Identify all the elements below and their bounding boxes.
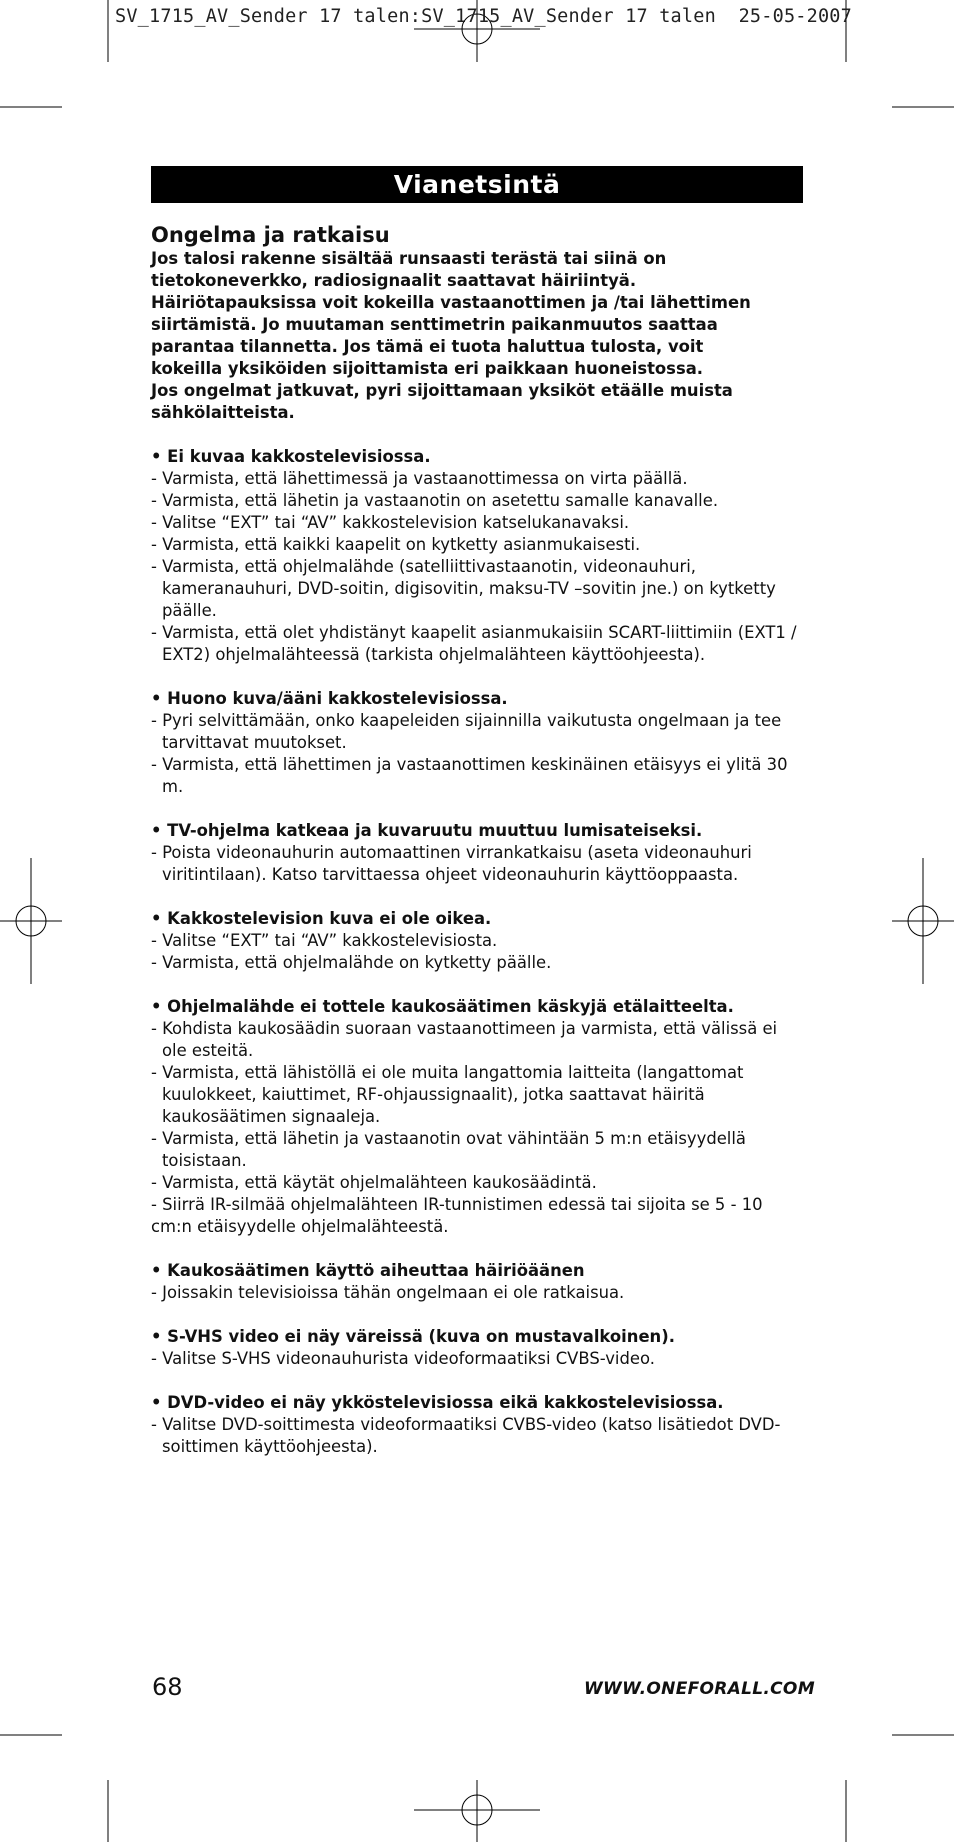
problem-title: • TV-ohjelma katkeaa ja kuvaruutu muuttuu lumisateiseksi. <box>151 821 703 840</box>
section-heading: Ongelma ja ratkaisu <box>151 223 390 247</box>
problem-section <box>151 1260 801 1304</box>
solution-item: - Valitse S-VHS videonauhurista videoformaatiksi CVBS-video. <box>151 1349 655 1368</box>
problem-section <box>151 688 801 798</box>
solution-item: - Varmista, että olet yhdistänyt kaapelit asianmukaisiin SCART-liittimiin (EXT1 / EXT2) ohjelmalähteessä (tarkista ohjelmalähteen käyttöohjeesta). <box>151 623 797 664</box>
intro-line: Häiriötapauksissa voit kokeilla vastaanottimen ja /tai lähettimen <box>151 293 751 312</box>
problem-section <box>151 820 801 886</box>
solution-item: - Kohdista kaukosäädin suoraan vastaanottimeen ja varmista, että välissä ei ole esteitä. <box>151 1019 778 1060</box>
solution-item: - Valitse “EXT” tai “AV” kakkostelevision katselukanavaksi. <box>151 513 630 532</box>
intro-line: tietokoneverkko, radiosignaalit saattavat häiriintyä. <box>151 271 637 290</box>
problem-title: • Ei kuvaa kakkostelevisiossa. <box>151 447 431 466</box>
print-slug: SV_1715_AV_Sender 17 talen:SV_1715_AV_Sender 17 talen 25-05-2007 <box>115 6 852 27</box>
page-number: 68 <box>152 1673 183 1701</box>
problem-section <box>151 446 801 666</box>
solution-item: - Siirrä IR-silmää ohjelmalähteen IR-tunnistimen edessä tai sijoita se 5 - 10 cm:n etäisyydelle ohjelmalähteestä. <box>151 1195 763 1236</box>
problem-title: • DVD-video ei näy ykköstelevisiossa eikä kakkostelevisiossa. <box>151 1393 724 1412</box>
intro-paragraph <box>151 248 801 424</box>
problem-section <box>151 908 801 974</box>
problem-title: • Kaukosäätimen käyttö aiheuttaa häiriöäänen <box>151 1261 585 1280</box>
intro-line: sähkölaitteista. <box>151 403 295 422</box>
solution-item: - Varmista, että ohjelmalähde on kytketty päälle. <box>151 953 552 972</box>
intro-line: Jos talosi rakenne sisältää runsaasti terästä tai siinä on <box>151 249 667 268</box>
solution-item: - Varmista, että lähistöllä ei ole muita langattomia laitteita (langattomat kuulokkeet, kaiuttimet, RF-ohjaussignaalit), jotka saattavat häiritä kaukosäätimen signaaleja. <box>151 1063 744 1126</box>
main-content <box>151 222 801 1458</box>
solution-item: - Varmista, että kaikki kaapelit on kytketty asianmukaisesti. <box>151 535 641 554</box>
solution-item: - Varmista, että lähettimessä ja vastaanottimessa on virta päällä. <box>151 469 688 488</box>
solution-item: - Varmista, että ohjelmalähde (satelliittivastaanotin, videonauhuri, kameranauhuri, DVD-soitin, digisovitin, maksu-TV –sovitin jne.) on kytketty päälle. <box>151 557 776 620</box>
problem-section <box>151 1326 801 1370</box>
problem-title: • Kakkostelevision kuva ei ole oikea. <box>151 909 492 928</box>
problem-title: • Ohjelmalähde ei tottele kaukosäätimen käskyjä etälaitteelta. <box>151 997 734 1016</box>
intro-line: siirtämistä. Jo muutaman senttimetrin paikanmuutos saattaa <box>151 315 718 334</box>
solution-item: - Varmista, että lähetin ja vastaanotin ovat vähintään 5 m:n etäisyydellä toisistaan. <box>151 1129 746 1170</box>
website-url: WWW.ONEFORALL.COM <box>584 1679 815 1699</box>
intro-line: parantaa tilannetta. Jos tämä ei tuota haluttua tulosta, voit <box>151 337 704 356</box>
problem-section <box>151 1392 801 1458</box>
solution-item: - Joissakin televisioissa tähän ongelmaan ei ole ratkaisua. <box>151 1283 625 1302</box>
solution-item: - Poista videonauhurin automaattinen virrankatkaisu (aseta videonauhuri viritintilaan). Katso tarvittaessa ohjeet videonauhurin käyttöoppaasta. <box>151 843 752 884</box>
page-title: Vianetsintä <box>393 170 561 199</box>
problem-title: • S-VHS video ei näy väreissä (kuva on mustavalkoinen). <box>151 1327 675 1346</box>
solution-item: - Varmista, että käytät ohjelmalähteen kaukosäädintä. <box>151 1173 597 1192</box>
problem-section <box>151 996 801 1238</box>
title-banner <box>151 166 803 203</box>
intro-line: kokeilla yksiköiden sijoittamista eri paikkaan huoneistossa. <box>151 359 703 378</box>
intro-line: Jos ongelmat jatkuvat, pyri sijoittamaan yksiköt etäälle muista <box>151 381 733 400</box>
solution-item: - Valitse “EXT” tai “AV” kakkostelevisiosta. <box>151 931 498 950</box>
solution-item: - Pyri selvittämään, onko kaapeleiden sijainnilla vaikutusta ongelmaan ja tee tarvittavat muutokset. <box>151 711 782 752</box>
solution-item: - Valitse DVD-soittimesta videoformaatiksi CVBS-video (katso lisätiedot DVD-soittimen käyttöohjeesta). <box>151 1415 781 1456</box>
problem-title: • Huono kuva/ääni kakkostelevisiossa. <box>151 689 508 708</box>
solution-item: - Varmista, että lähettimen ja vastaanottimen keskinäinen etäisyys ei ylitä 30 m. <box>151 755 788 796</box>
solution-item: - Varmista, että lähetin ja vastaanotin on asetettu samalle kanavalle. <box>151 491 719 510</box>
